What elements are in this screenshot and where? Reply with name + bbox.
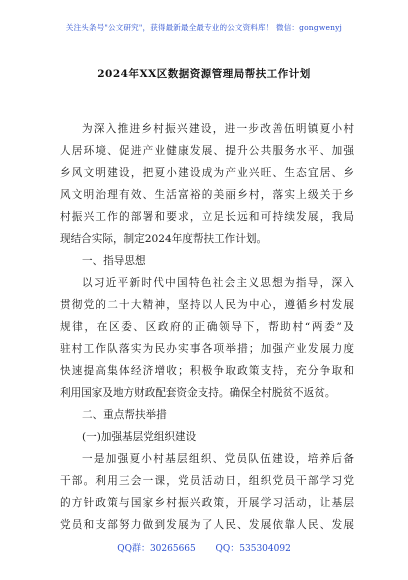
paragraph-line: 风文明治理有效、生活富裕的美丽乡村，落实上级关于乡 — [60, 189, 354, 201]
paragraph-line: 一是加强夏小村基层组织、党员队伍建设，培养后备 — [82, 453, 354, 465]
paragraph-line: 以习近平新时代中国特色社会主义思想为指导，深入 — [82, 277, 354, 289]
footer-qq-number: QQ：535304092 — [215, 544, 291, 554]
subsection-heading-party-building: (一)加强基层党组织建设 — [82, 431, 197, 443]
paragraph-line: 利用国家及地方财政配套资金支持。确保全村脱贫不返贫。 — [60, 387, 336, 399]
paragraph-line: 贯彻党的二十大精神，坚持以人民为中心，遵循乡村发展 — [60, 299, 354, 311]
paragraph-line: 的方针政策与国家乡村振兴政策，开展学习活动，让基层 — [60, 497, 354, 509]
paragraph-line: 干部。利用三会一课，党员活动日，组织党员干部学习党 — [60, 475, 354, 487]
paragraph-line: 党员和支部努力做到发展为了人民、发展依靠人民、发展 — [60, 519, 354, 531]
paragraph-line: 快速提高集体经济增收；积极争取政策支持，充分争取和 — [60, 365, 354, 377]
section-heading-key-measures: 二、重点帮扶举措 — [82, 409, 167, 421]
paragraph-line: 乡风文明建设，把夏小建设成为产业兴旺、生态宜居、乡 — [60, 167, 354, 179]
paragraph-line: 村振兴工作的部署和要求，立足长远和可持续发展，我局 — [60, 211, 354, 223]
paragraph-line: 人居环境、促进产业健康发展、提升公共服务水平、加强 — [60, 145, 354, 157]
document-body — [60, 118, 354, 536]
paragraph-line: 驻村工作队落实为民办实事各项举措；加强产业发展力度 — [60, 343, 354, 355]
footer-contact-bar — [0, 541, 408, 554]
paragraph-line: 现结合实际，制定2024年度帮扶工作计划。 — [60, 233, 268, 245]
document-title: 2024年XX区数据资源管理局帮扶工作计划 — [97, 68, 311, 80]
paragraph-line: 为深入推进乡村振兴建设，进一步改善伍明镇夏小村 — [82, 123, 354, 135]
section-heading-guiding-ideology: 一、指导思想 — [82, 255, 146, 267]
footer-qq-group: QQ群：30265665 — [117, 544, 196, 554]
header-banner: 关注头条号"公文研究"，获得最新最全最专业的公文资料库！ 微信：gongwenyj — [65, 23, 343, 32]
paragraph-line: 规律，在区委、区政府的正确领导下，帮助村“两委”及 — [60, 321, 354, 333]
